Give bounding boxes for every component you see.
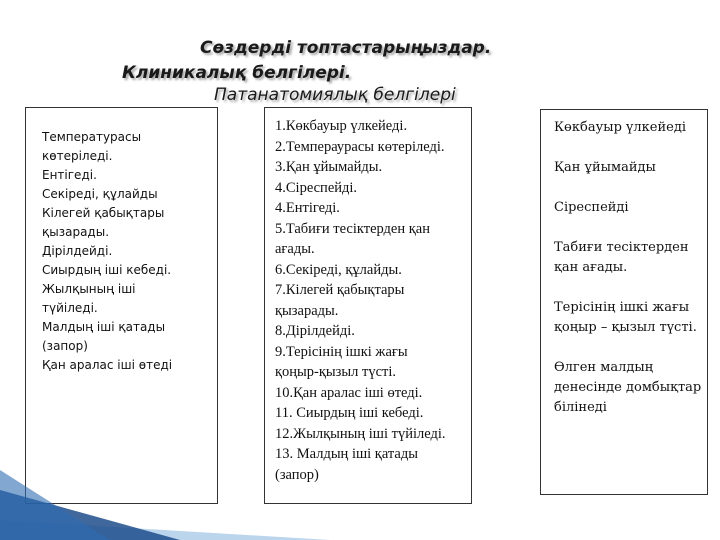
clinical-sign-line: 7.Кілегей қабықтары [275,282,405,298]
clinical-sign-line: қызарады. [275,302,339,319]
word-line: Қан аралас іші өтеді [42,358,173,372]
deco-shape-mid [0,470,110,540]
clinical-sign-line: 13. Малдың іші қатады [275,446,418,462]
decorative-wave-graphic [0,450,330,540]
pathoanatomical-sign-item: Терісінің ішкі жағы қоңыр – қызыл түсті. [554,300,697,335]
unsorted-words-list [42,128,211,375]
word-line: Сиырдың іші кебеді. [42,263,172,277]
clinical-sign-line: 4.Ентігеді. [275,200,340,216]
clinical-sign-line: 8.Дірілдейді. [275,323,355,339]
unsorted-words-box [25,107,218,504]
word-line: Малдың іші қатады [42,320,166,334]
pathoanatomical-sign-item: Сіреспейді [554,200,629,215]
pathoanatomical-signs-box [540,109,708,495]
clinical-sign-line: қоңыр-қызыл түсті. [275,364,397,380]
clinical-sign-line: 4.Сіреспейді. [275,179,358,196]
clinical-sign-line: 5.Табиғи тесіктерден қан [275,220,430,237]
word-line: Секіреді, құлайды [42,187,158,201]
clinical-sign-line: 1.Көкбауыр үлкейеді. [275,118,408,134]
slide-title: Сөздерді топтастарыңыздар. [200,38,492,58]
clinical-sign-line: 11. Сиырдың іші кебеді. [275,405,424,421]
word-line: түйіледі. [42,301,98,315]
clinical-signs-heading: Клиникалық белгілері. [122,63,352,83]
pathoanatomical-signs-heading: Патанатомиялық белгілері [214,85,456,105]
clinical-sign-line: ағады. [275,241,315,257]
clinical-sign-line: 9.Терісінің ішкі жағы [275,343,408,360]
clinical-sign-line: 6.Секіреді, құлайды. [275,261,402,278]
word-line: Ентігеді. [42,168,97,182]
clinical-signs-list [275,116,467,485]
word-line: (запор) [42,339,88,353]
pathoanatomical-sign-item: Қан ұйымайды [554,160,656,175]
word-line: көтеріледі. [42,149,113,163]
word-line: Жылқының іші [42,282,136,296]
clinical-sign-line: 2.Темпераурасы көтеріледі. [275,138,445,155]
word-line: Температурасы [42,130,142,144]
word-line: Дірілдейді. [42,244,113,258]
pathoanatomical-sign-item: Өлген малдың денесінде домбықтар білінеді [554,360,702,415]
clinical-sign-line: 10.Қан аралас іші өтеді. [275,384,423,401]
pathoanatomical-sign-item: Табиғи тесіктерден қан ағады. [554,240,689,275]
pathoanatomical-sign-item: Көкбауыр үлкейеді [554,120,686,135]
pathoanatomical-signs-list [554,118,703,418]
clinical-sign-line: 12.Жылқының іші түйіледі. [275,425,446,442]
word-line: Кілегей қабықтары [42,206,165,220]
word-line: қызарады. [42,225,110,239]
clinical-sign-line: (запор) [275,466,319,483]
clinical-signs-box [264,107,472,504]
clinical-sign-line: 3.Қан ұйымайды. [275,159,383,175]
